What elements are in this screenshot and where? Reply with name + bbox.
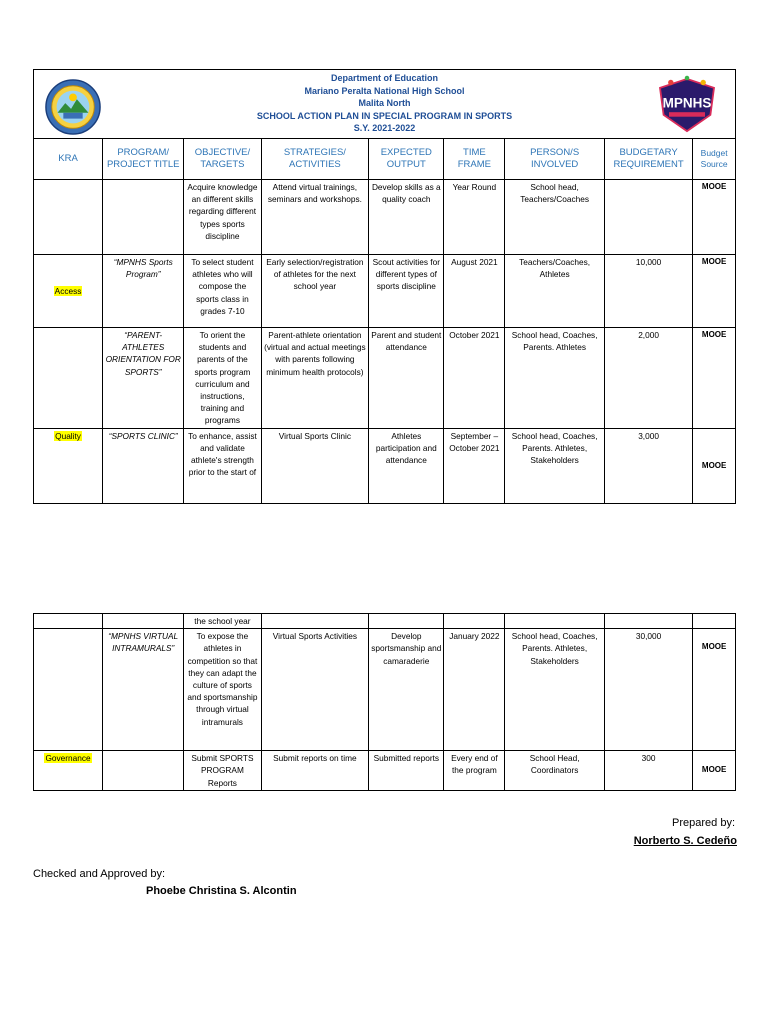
cell-strategies: Virtual Sports Clinic [261,428,369,503]
cell-source: MOOE [693,428,736,503]
col-objective: OBJECTIVE/ TARGETS [184,139,261,180]
col-expected: EXPECTED OUTPUT [369,139,444,180]
cell-kra [34,629,103,751]
cell-strategies: Virtual Sports Activities [261,629,369,751]
cell-source: MOOE [693,180,736,255]
table-row [34,180,736,255]
cell-expected [369,614,444,629]
col-budgetary: BUDGETARY REQUIREMENT [604,139,692,180]
table-row [34,255,736,328]
cell-objective: the school year [184,614,261,629]
cell-persons: School head, Coaches, Parents. Athletes [505,328,605,429]
cell-expected: Athletes participation and attendance [369,428,444,503]
cell-strategies [261,614,369,629]
cell-strategies: Early selection/registration of athletes for the next school year [261,255,369,328]
cell-budget: 2,000 [604,328,692,429]
cell-budget: 300 [604,751,692,791]
action-plan-table [33,69,736,504]
cell-objective: Submit SPORTS PROGRAM Reports [184,751,261,791]
header-department: Department of Education [330,73,438,83]
cell-source: MOOE [693,629,736,751]
cell-strategies: Attend virtual trainings, seminars and workshops. [261,180,369,255]
action-plan-table-continued [33,613,736,791]
col-strategies: STRATEGIES/ ACTIVITIES [261,139,369,180]
table-row [34,751,736,791]
cell-budget: 10,000 [604,255,692,328]
cell-program: “MPNHS Sports Program” [103,255,184,328]
cell-kra [34,751,103,791]
header-school-year: S.Y. 2021-2022 [353,123,416,134]
cell-budget [604,614,692,629]
table-row [34,629,736,751]
cell-kra [34,255,103,328]
cell-time: September – October 2021 [444,428,505,503]
cell-strategies: Submit reports on time [261,751,369,791]
cell-program: “SPORTS CLINIC” [103,428,184,503]
cell-objective: To select student athletes who will compose the sports class in grades 7-10 [184,255,261,328]
col-source: Budget Source [693,139,736,180]
mpnhs-logo-text: MPNHS [662,95,712,111]
cell-expected: Develop skills as a quality coach [369,180,444,255]
prepared-by-name: Norberto S. Cedeño [633,835,737,847]
checked-approved-name: Phoebe Christina S. Alcontin [146,885,297,897]
cell-program [103,751,184,791]
cell-source: MOOE [693,328,736,429]
cell-time: October 2021 [444,328,505,429]
column-header-row [34,139,736,180]
cell-budget: 30,000 [604,629,692,751]
cell-objective: To enhance, assist and validate athlete's strength prior to the start of [184,428,261,503]
cell-objective: Acquire knowledge an different skills regarding different types sports discipline [184,180,261,255]
cell-kra [34,180,103,255]
checked-approved-label: Checked and Approved by: [33,868,166,880]
cell-time: August 2021 [444,255,505,328]
cell-persons [505,614,605,629]
cell-expected: Parent and student attendance [369,328,444,429]
kra-quality-label: Quality [55,430,81,441]
cell-persons: School head, Coaches, Parents. Athletes, Stakeholders [505,428,605,503]
cell-program [103,180,184,255]
header-school: Mariano Peralta National High School [304,85,465,96]
table-row [34,428,736,503]
header-location: Malita North [358,98,411,109]
cell-source [693,614,736,629]
cell-kra [34,428,103,503]
cell-persons: School head, Coaches, Parents. Athletes, Stakeholders [505,629,605,751]
header-title: SCHOOL ACTION PLAN IN SPECIAL PROGRAM IN SPORTS [256,110,513,121]
cell-program [103,614,184,629]
col-time: TIME FRAME [444,139,505,180]
cell-program: “PARENT-ATHLETES ORIENTATION FOR SPORTS” [103,328,184,429]
kra-governance-label: Governance [45,753,91,764]
cell-kra [34,614,103,629]
cell-strategies: Parent-athlete orientation (virtual and actual meetings with parents following minimum health protocols) [261,328,369,429]
col-kra: KRA [34,139,103,180]
cell-expected: Submitted reports [369,751,444,791]
cell-kra [34,328,103,429]
cell-time [444,614,505,629]
cell-program: “MPNHS VIRTUAL INTRAMURALS” [103,629,184,751]
cell-source: MOOE [693,255,736,328]
prepared-by-label: Prepared by: [672,817,735,829]
cell-expected: Scout activities for different types of sports discipline [369,255,444,328]
table-row [34,614,736,629]
mpnhs-logo-icon [651,74,723,136]
col-persons: PERSON/S INVOLVED [505,139,605,180]
table-row [34,328,736,429]
col-program: PROGRAM/ PROJECT TITLE [103,139,184,180]
school-seal-icon [44,78,102,136]
header-text-block [34,70,735,135]
cell-persons: School Head, Coordinators [505,751,605,791]
cell-time: Year Round [444,180,505,255]
cell-expected: Develop sportsmanship and camaraderie [369,629,444,751]
cell-persons: Teachers/Coaches, Athletes [505,255,605,328]
cell-budget: 3,000 [604,428,692,503]
cell-source: MOOE [693,751,736,791]
cell-time: Every end of the program [444,751,505,791]
cell-budget [604,180,692,255]
cell-persons: School head, Teachers/Coaches [505,180,605,255]
document-header [34,70,736,139]
cell-time: January 2022 [444,629,505,751]
cell-objective: To orient the students and parents of the sports program curriculum and instructions, training and programs [184,328,261,429]
kra-access-label: Access [54,285,82,296]
cell-objective: To expose the athletes in competition so that they can adapt the culture of sports and sportsmanship through virtual intramurals [184,629,261,751]
